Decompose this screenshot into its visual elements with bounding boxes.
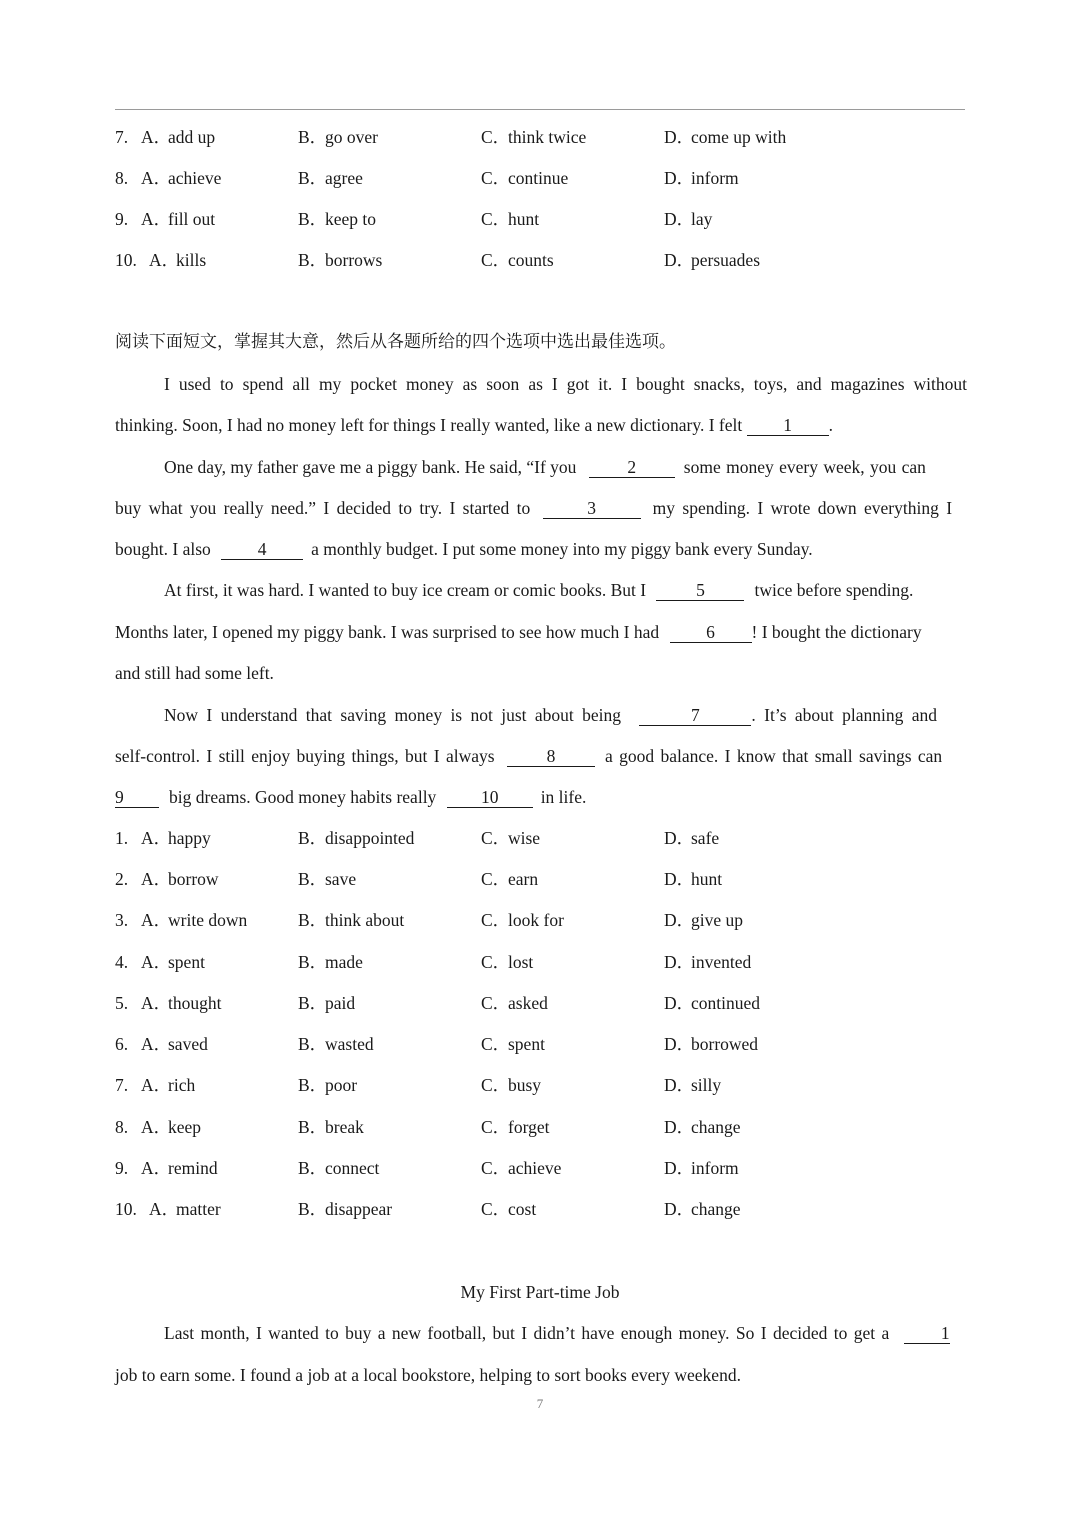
option-letter: D． xyxy=(664,910,695,930)
option-text: poor xyxy=(325,1075,358,1095)
option-letter: A． xyxy=(141,910,172,930)
passage-text: bought. I also xyxy=(115,539,211,559)
passage-line xyxy=(115,495,967,521)
passage-line xyxy=(115,1362,967,1388)
passage-text: ! I bought the dictionary xyxy=(751,622,922,642)
option-letter: D． xyxy=(664,993,695,1013)
blank-4[interactable]: 4 xyxy=(221,539,303,560)
option-text: agree xyxy=(325,168,363,188)
option-letter: A． xyxy=(141,869,172,889)
option-text: come up with xyxy=(691,127,787,147)
option-letter: B． xyxy=(298,1117,328,1137)
option-d[interactable] xyxy=(664,908,743,932)
option-letter: D． xyxy=(664,828,695,848)
option-text: connect xyxy=(325,1158,380,1178)
passage-text: One day, my father gave me a piggy bank. He said, “If you xyxy=(164,457,577,477)
option-c[interactable] xyxy=(481,826,540,850)
passage-line xyxy=(115,660,967,686)
option-text: borrows xyxy=(325,250,383,270)
option-row xyxy=(115,908,965,932)
question-number: 9. xyxy=(115,209,129,229)
option-letter: B． xyxy=(298,250,328,270)
question-number: 9. xyxy=(115,1158,129,1178)
passage-line xyxy=(164,371,967,397)
option-d[interactable] xyxy=(664,248,760,272)
blank-2[interactable]: 2 xyxy=(589,457,675,478)
option-text: silly xyxy=(691,1075,722,1095)
option-text: inform xyxy=(691,1158,739,1178)
passage-line xyxy=(115,536,967,562)
passage-text: Last month, I wanted to buy a new football, but I didn’t have enough money. So I decided to get a xyxy=(164,1323,890,1343)
option-row xyxy=(115,950,965,974)
option-text: paid xyxy=(325,993,356,1013)
option-letter: B． xyxy=(298,1075,328,1095)
question-number: 8. xyxy=(115,1117,129,1137)
passage-text: twice before spending. xyxy=(754,580,914,600)
passage-2-title: My First Part-time Job xyxy=(460,1282,620,1302)
option-b[interactable] xyxy=(298,166,363,190)
option-d[interactable] xyxy=(664,826,719,850)
option-d[interactable] xyxy=(664,1073,721,1097)
passage-text: At first, it was hard. I wanted to buy ice cream or comic books. But I xyxy=(164,580,647,600)
option-b[interactable] xyxy=(298,908,404,932)
option-text: disappear xyxy=(325,1199,393,1219)
passage-line xyxy=(164,1320,967,1346)
option-text: continued xyxy=(691,993,761,1013)
option-row xyxy=(115,867,965,891)
option-b[interactable] xyxy=(298,125,378,149)
passage-text: Months later, I opened my piggy bank. I was surprised to see how much I had xyxy=(115,622,660,642)
option-text: thought xyxy=(168,993,222,1013)
option-c[interactable] xyxy=(481,1197,536,1221)
option-text: spent xyxy=(168,952,205,972)
option-text: saved xyxy=(168,1034,208,1054)
option-letter: B． xyxy=(298,910,328,930)
option-letter: A． xyxy=(141,209,172,229)
option-letter: B． xyxy=(298,1158,328,1178)
option-letter: B． xyxy=(298,127,328,147)
option-text: happy xyxy=(168,828,211,848)
section-instruction: 阅读下面短文，掌握其大意，然后从各题所给的四个选项中选出最佳选项。 xyxy=(115,332,676,352)
option-b[interactable] xyxy=(298,867,356,891)
option-letter: C． xyxy=(481,209,511,229)
option-letter: A． xyxy=(141,1158,172,1178)
option-text: borrowed xyxy=(691,1034,759,1054)
option-text: save xyxy=(325,869,357,889)
option-row xyxy=(115,1073,965,1097)
blank-1[interactable]: 1 xyxy=(747,415,829,436)
option-b[interactable] xyxy=(298,1115,364,1139)
option-b[interactable] xyxy=(298,248,382,272)
option-text: hunt xyxy=(691,869,723,889)
question-number: 3. xyxy=(115,910,129,930)
option-text: remind xyxy=(168,1158,218,1178)
passage-text: my spending. I wrote down everything I xyxy=(652,498,953,518)
option-row xyxy=(115,1115,965,1139)
option-letter: D． xyxy=(664,168,695,188)
option-a[interactable] xyxy=(141,166,221,190)
option-text: think about xyxy=(325,910,405,930)
option-row xyxy=(115,207,965,231)
question-number: 4. xyxy=(115,952,129,972)
question-number: 1. xyxy=(115,828,129,848)
option-text: go over xyxy=(325,127,378,147)
option-d[interactable] xyxy=(664,950,751,974)
option-text: write down xyxy=(168,910,248,930)
blank-6[interactable]: 6 xyxy=(670,622,752,643)
option-letter: A． xyxy=(141,1034,172,1054)
option-d[interactable] xyxy=(664,166,739,190)
option-text: continue xyxy=(508,168,569,188)
option-letter: B． xyxy=(298,1199,328,1219)
option-text: wasted xyxy=(325,1034,374,1054)
option-text: borrow xyxy=(168,869,219,889)
option-text: wise xyxy=(508,828,541,848)
option-text: rich xyxy=(168,1075,196,1095)
option-b[interactable] xyxy=(298,1156,379,1180)
option-letter: D． xyxy=(664,1158,695,1178)
passage-line xyxy=(115,619,967,645)
passage-text: I used to spend all my pocket money as soon as I got it. I bought snacks, toys, and magazines without xyxy=(164,374,967,394)
option-a[interactable] xyxy=(141,867,219,891)
option-text: give up xyxy=(691,910,744,930)
option-c[interactable] xyxy=(481,207,539,231)
option-letter: B． xyxy=(298,209,328,229)
question-number: 10. xyxy=(115,1199,137,1219)
option-text: forget xyxy=(508,1117,550,1137)
passage-text: buy what you really need.” I decided to try. I started to xyxy=(115,498,531,518)
option-row xyxy=(115,125,965,149)
option-letter: D． xyxy=(664,1199,695,1219)
option-row xyxy=(115,248,965,272)
blank-10[interactable]: 10 xyxy=(447,787,533,808)
option-text: disappointed xyxy=(325,828,415,848)
option-c[interactable] xyxy=(481,1032,545,1056)
option-text: spent xyxy=(508,1034,545,1054)
option-letter: A． xyxy=(141,952,172,972)
option-a[interactable] xyxy=(141,991,221,1015)
question-number: 10. xyxy=(115,250,137,270)
option-text: keep to xyxy=(325,209,377,229)
option-d[interactable] xyxy=(664,867,722,891)
option-letter: A． xyxy=(149,250,180,270)
passage-text: . It’s about planning and xyxy=(751,705,938,725)
option-row xyxy=(115,1156,965,1180)
option-letter: C． xyxy=(481,910,511,930)
question-number: 8. xyxy=(115,168,129,188)
option-b[interactable] xyxy=(298,826,414,850)
option-text: earn xyxy=(508,869,539,889)
option-text: break xyxy=(325,1117,364,1137)
option-text: think twice xyxy=(508,127,587,147)
question-number: 5. xyxy=(115,993,129,1013)
option-text: cost xyxy=(508,1199,537,1219)
passage-text: a monthly budget. I put some money into my piggy bank every Sunday. xyxy=(311,539,813,559)
option-letter: A． xyxy=(141,993,172,1013)
option-text: keep xyxy=(168,1117,202,1137)
option-a[interactable] xyxy=(141,1032,208,1056)
option-row xyxy=(115,991,965,1015)
passage-text: and still had some left. xyxy=(115,663,274,683)
option-letter: B． xyxy=(298,993,328,1013)
passage-line xyxy=(115,743,967,769)
option-letter: D． xyxy=(664,1075,695,1095)
option-letter: A． xyxy=(141,127,172,147)
option-letter: D． xyxy=(664,869,695,889)
option-letter: C． xyxy=(481,127,511,147)
option-d[interactable] xyxy=(664,207,712,231)
option-c[interactable] xyxy=(481,1115,549,1139)
option-text: safe xyxy=(691,828,720,848)
option-a[interactable] xyxy=(141,1115,201,1139)
option-a[interactable] xyxy=(141,1156,218,1180)
option-text: change xyxy=(691,1117,741,1137)
option-a[interactable] xyxy=(141,207,215,231)
option-d[interactable] xyxy=(664,1197,741,1221)
option-d[interactable] xyxy=(664,1115,741,1139)
option-text: asked xyxy=(508,993,548,1013)
header-rule xyxy=(115,109,965,110)
option-c[interactable] xyxy=(481,1156,561,1180)
option-text: counts xyxy=(508,250,554,270)
option-row xyxy=(115,826,965,850)
option-b[interactable] xyxy=(298,950,363,974)
option-b[interactable] xyxy=(298,207,376,231)
option-d[interactable] xyxy=(664,1032,758,1056)
option-letter: D． xyxy=(664,1117,695,1137)
option-letter: D． xyxy=(664,1034,695,1054)
option-letter: B． xyxy=(298,168,328,188)
option-c[interactable] xyxy=(481,1073,541,1097)
option-text: change xyxy=(691,1199,741,1219)
option-text: invented xyxy=(691,952,752,972)
option-text: matter xyxy=(176,1199,221,1219)
blank-1-passage-2[interactable]: 1 xyxy=(904,1323,950,1344)
option-letter: C． xyxy=(481,250,511,270)
option-letter: A． xyxy=(141,168,172,188)
blank-3[interactable]: 3 xyxy=(543,498,641,519)
option-letter: C． xyxy=(481,993,511,1013)
option-c[interactable] xyxy=(481,908,564,932)
option-d[interactable] xyxy=(664,991,760,1015)
option-letter: C． xyxy=(481,168,511,188)
option-letter: D． xyxy=(664,209,695,229)
passage-line xyxy=(115,784,967,810)
option-letter: A． xyxy=(141,1117,172,1137)
option-d[interactable] xyxy=(664,125,786,149)
passage-text: a good balance. I know that small savings can xyxy=(604,746,943,766)
option-letter: C． xyxy=(481,1117,511,1137)
option-letter: C． xyxy=(481,828,511,848)
option-b[interactable] xyxy=(298,1197,392,1221)
option-letter: D． xyxy=(664,250,695,270)
question-number: 2. xyxy=(115,869,129,889)
option-b[interactable] xyxy=(298,991,355,1015)
option-text: achieve xyxy=(508,1158,562,1178)
blank-7[interactable]: 7 xyxy=(639,705,751,726)
option-a[interactable] xyxy=(141,826,211,850)
option-letter: C． xyxy=(481,1075,511,1095)
option-row xyxy=(115,166,965,190)
option-c[interactable] xyxy=(481,867,538,891)
option-letter: A． xyxy=(141,828,172,848)
option-letter: D． xyxy=(664,127,695,147)
option-text: busy xyxy=(508,1075,542,1095)
question-number: 6. xyxy=(115,1034,129,1054)
option-letter: B． xyxy=(298,869,328,889)
option-letter: B． xyxy=(298,828,328,848)
option-b[interactable] xyxy=(298,1073,357,1097)
option-a[interactable] xyxy=(141,908,247,932)
option-d[interactable] xyxy=(664,1156,739,1180)
passage-text: big dreams. Good money habits really xyxy=(169,787,437,807)
option-letter: D． xyxy=(664,952,695,972)
question-number: 7. xyxy=(115,127,129,147)
option-c[interactable] xyxy=(481,166,568,190)
question-number: 7. xyxy=(115,1075,129,1095)
option-text: made xyxy=(325,952,363,972)
passage-text: some money every week, you can xyxy=(683,457,926,477)
page-number: 7 xyxy=(536,1396,544,1411)
option-a[interactable] xyxy=(149,248,206,272)
passage-text: Now I understand that saving money is not just about being xyxy=(164,705,622,725)
option-text: look for xyxy=(508,910,564,930)
passage-line xyxy=(164,702,967,728)
option-text: hunt xyxy=(508,209,540,229)
option-c[interactable] xyxy=(481,125,586,149)
option-letter: C． xyxy=(481,1199,511,1219)
option-letter: C． xyxy=(481,869,511,889)
passage-text: job to earn some. I found a job at a local bookstore, helping to sort books every weekend. xyxy=(115,1365,741,1385)
option-letter: C． xyxy=(481,1034,511,1054)
passage-line xyxy=(164,454,967,480)
option-a[interactable] xyxy=(141,1073,195,1097)
option-text: add up xyxy=(168,127,216,147)
option-a[interactable] xyxy=(141,950,205,974)
option-text: persuades xyxy=(691,250,761,270)
passage-line xyxy=(164,577,967,603)
option-text: fill out xyxy=(168,209,216,229)
passage-text: . xyxy=(828,415,833,435)
blank-8[interactable]: 8 xyxy=(507,746,595,767)
option-a[interactable] xyxy=(141,125,215,149)
passage-text: thinking. Soon, I had no money left for things I really wanted, like a new dictionary. I felt xyxy=(115,415,743,435)
option-letter: A． xyxy=(149,1199,180,1219)
option-letter: B． xyxy=(298,952,328,972)
passage-line xyxy=(115,412,967,438)
option-c[interactable] xyxy=(481,991,548,1015)
passage-text: in life. xyxy=(540,787,587,807)
option-text: lay xyxy=(691,209,713,229)
option-text: lost xyxy=(508,952,534,972)
passage-text: self-control. I still enjoy buying things, but I always xyxy=(115,746,495,766)
option-a[interactable] xyxy=(149,1197,221,1221)
option-text: achieve xyxy=(168,168,222,188)
option-letter: B． xyxy=(298,1034,328,1054)
option-letter: A． xyxy=(141,1075,172,1095)
blank-9[interactable]: 9 xyxy=(115,787,159,808)
blank-5[interactable]: 5 xyxy=(656,580,744,601)
option-c[interactable] xyxy=(481,248,554,272)
option-text: kills xyxy=(176,250,207,270)
option-c[interactable] xyxy=(481,950,533,974)
option-row xyxy=(115,1197,965,1221)
option-letter: C． xyxy=(481,952,511,972)
option-row xyxy=(115,1032,965,1056)
option-b[interactable] xyxy=(298,1032,374,1056)
option-text: inform xyxy=(691,168,739,188)
option-letter: C． xyxy=(481,1158,511,1178)
